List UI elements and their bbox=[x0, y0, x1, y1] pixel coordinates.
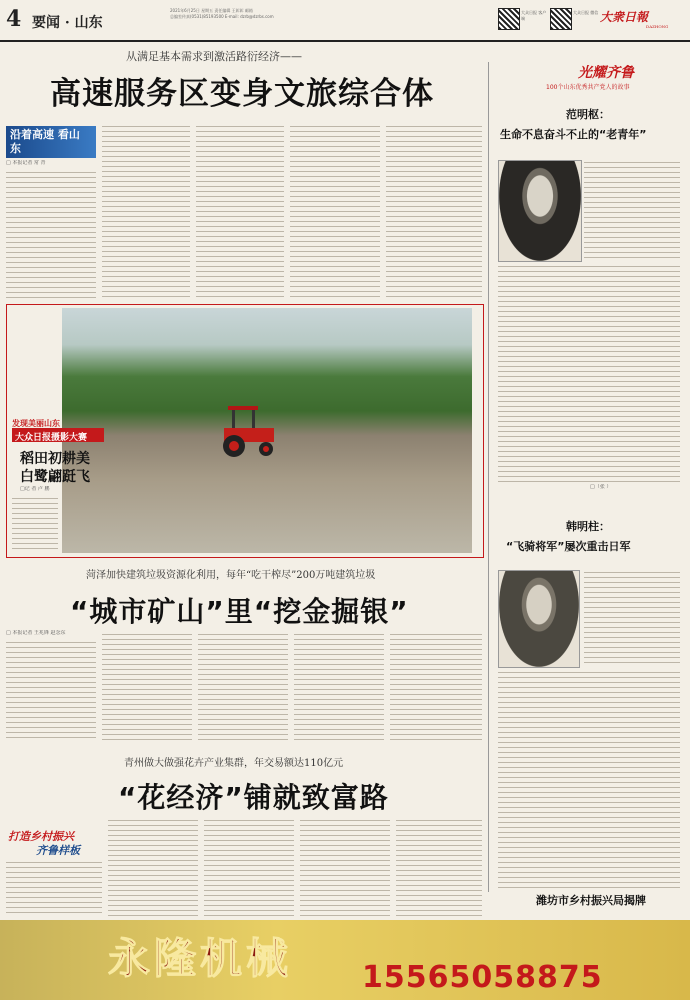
photo-title-2: 白鹭翩跹飞 bbox=[20, 469, 90, 485]
photo-title-1: 稻田初耕美 bbox=[20, 451, 90, 467]
qr-caption-2: 大众日报 微信 bbox=[573, 10, 599, 15]
flower-body-col3 bbox=[204, 818, 294, 916]
series-title: 光耀齐鲁 bbox=[578, 65, 634, 81]
advert-phone: 15565058875 bbox=[362, 960, 603, 995]
photo-credit: □记 者 卢 鹏 bbox=[20, 486, 50, 492]
flower-banner-1: 打造乡村振兴 bbox=[8, 830, 74, 843]
flower-body-col1 bbox=[6, 860, 102, 916]
mine-body-col4 bbox=[294, 632, 384, 742]
qr-code-icon bbox=[550, 8, 572, 30]
person-2-portrait bbox=[498, 570, 580, 668]
date-meta bbox=[170, 8, 330, 34]
date-line: 2021年6月25日 星期五 责任编辑 王彰彰 邮箱 bbox=[170, 8, 253, 13]
lead-body-col2 bbox=[102, 124, 190, 298]
person-1-portrait bbox=[498, 160, 582, 262]
person-2-name: 韩明柱： bbox=[566, 520, 610, 533]
mine-kicker: 菏泽加快建筑垃圾资源化利用，每年“吃干榨尽”200万吨建筑垃圾 bbox=[86, 570, 376, 581]
lead-banner: 沿着高速 看山东 bbox=[10, 128, 80, 155]
newspaper-logo-en: DAZHONG bbox=[646, 24, 669, 29]
newspaper-logo: 大衆日報 bbox=[600, 10, 649, 24]
flower-banner-2: 齐鲁样板 bbox=[36, 844, 80, 857]
lead-byline: □ 本报记者 常 青 bbox=[6, 160, 46, 166]
lead-headline: 高速服务区变身文旅综合体 bbox=[50, 76, 434, 112]
advert-brand: 永隆机械 bbox=[108, 934, 293, 983]
person-1-body bbox=[498, 264, 680, 484]
bottom-headline: 潍坊市乡村振兴局揭牌 bbox=[536, 894, 646, 907]
qr-caption-1: 大众日报 客户端 bbox=[521, 10, 547, 21]
person-1-title: 生命不息奋斗不止的“老青年” bbox=[500, 128, 647, 141]
lead-body-col5 bbox=[386, 124, 482, 298]
lead-kicker: 从满足基本需求到激活路衍经济—— bbox=[126, 50, 302, 63]
person-1-body-top bbox=[584, 160, 680, 260]
mine-body-col2 bbox=[102, 632, 192, 742]
mine-body-col3 bbox=[198, 632, 288, 742]
caption-1: □（张 ） bbox=[590, 484, 612, 490]
page-header bbox=[0, 0, 690, 42]
flower-headline: “花经济”铺就致富路 bbox=[118, 781, 389, 814]
tractor-icon bbox=[210, 400, 282, 460]
flower-body-col4 bbox=[300, 818, 390, 916]
person-1-name: 范明枢： bbox=[566, 108, 610, 121]
lead-body-col4 bbox=[290, 124, 380, 298]
mine-headline: “城市矿山”里“挖金掘银” bbox=[70, 595, 409, 628]
page-number: 4 bbox=[6, 6, 22, 32]
mine-body-col5 bbox=[390, 632, 482, 742]
mine-body-col1 bbox=[6, 640, 96, 742]
person-2-body-top bbox=[584, 570, 680, 666]
column-divider bbox=[488, 62, 489, 892]
contest-name: 大众日报摄影大赛 bbox=[15, 433, 88, 443]
lead-body-col3 bbox=[196, 124, 284, 298]
flower-kicker: 青州做大做强花卉产业集群，年交易额达110亿元 bbox=[124, 758, 344, 769]
section-title: 要闻 · 山东 bbox=[32, 15, 103, 31]
person-2-title: “飞骑将军”屡次重击日军 bbox=[506, 540, 631, 553]
flower-body-col5 bbox=[396, 818, 482, 916]
photo-caption-text bbox=[12, 496, 58, 550]
qr-code-icon bbox=[498, 8, 520, 30]
lead-body-col1 bbox=[6, 170, 96, 298]
mine-byline: □ 本报记者 王兆锋 赵念东 bbox=[6, 630, 66, 636]
contest-label: 发现美丽山东 bbox=[12, 419, 60, 428]
contact-line: 总编室传真(0531)85193500 E-mail: dzrb@dzrbs.com bbox=[170, 14, 274, 19]
flower-body-col2 bbox=[108, 818, 198, 916]
series-subtitle: 100个山东优秀共产党人的故事 bbox=[546, 84, 630, 91]
person-2-body bbox=[498, 670, 680, 888]
